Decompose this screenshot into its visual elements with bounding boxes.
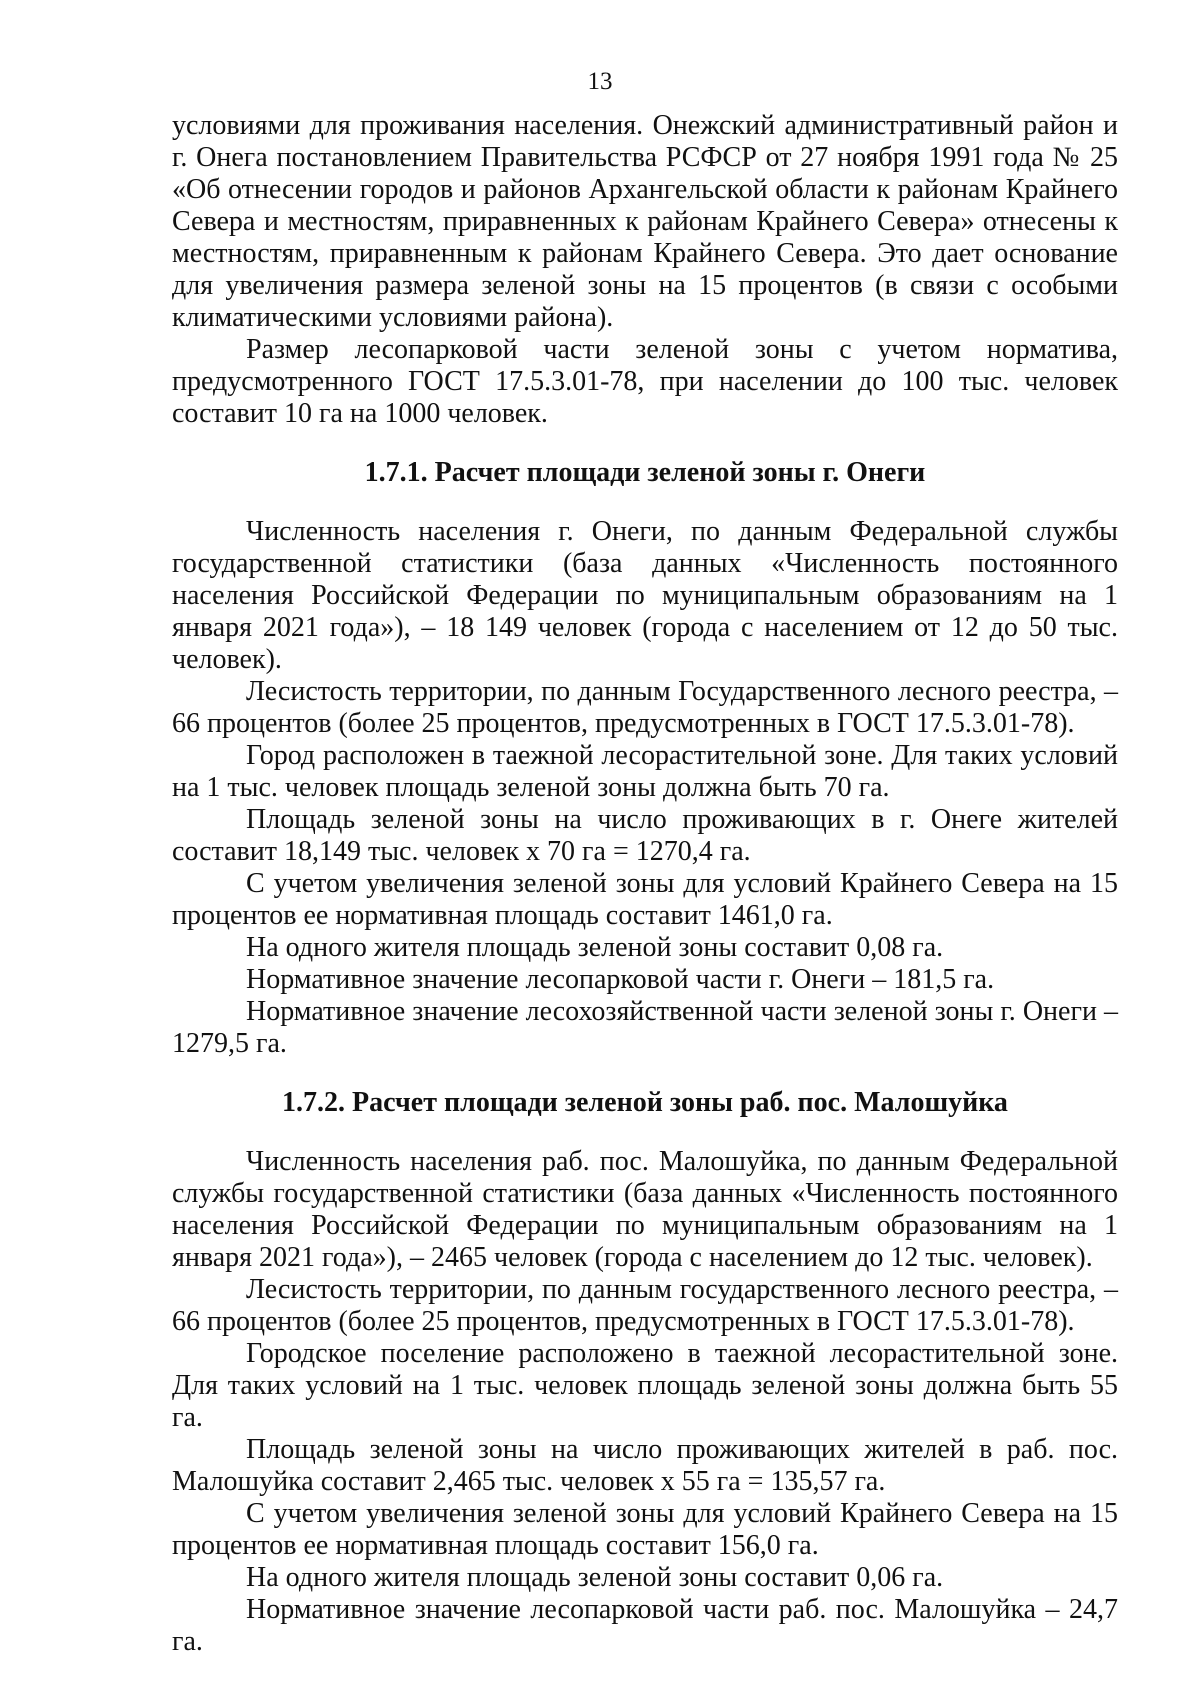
- page-number: 13: [587, 68, 613, 95]
- section-1-paragraph: Город расположен в таежной лесорастительной зоне. Для таких условий на 1 тыс. человек площадь зеленой зоны должна быть 70 га.: [172, 740, 1118, 803]
- document-body: [172, 110, 1118, 1658]
- section-2-paragraph: Лесистость территории, по данным государственного лесного реестра, – 66 процентов (более 25 процентов, предусмотренных в ГОСТ 17.5.3.01-78).: [172, 1274, 1118, 1337]
- section-1-paragraph: Лесистость территории, по данным Государственного лесного реестра, – 66 процентов (более 25 процентов, предусмотренных в ГОСТ 17.5.3.01-78).: [172, 676, 1118, 739]
- section-2-paragraph: Нормативное значение лесопарковой части раб. пос. Малошуйка – 24,7 га.: [172, 1594, 1118, 1657]
- section-2-paragraph: Городское поселение расположено в таежной лесорастительной зоне. Для таких условий на 1 тыс. человек площадь зеленой зоны должна быть 55 га.: [172, 1338, 1118, 1433]
- section-1-paragraph: На одного жителя площадь зеленой зоны составит 0,08 га.: [246, 932, 944, 963]
- section-2-paragraph: Площадь зеленой зоны на число проживающих жителей в раб. пос. Малошуйка составит 2,465 тыс. человек х 55 га = 135,57 га.: [172, 1434, 1118, 1497]
- section-1-paragraph: Нормативное значение лесопарковой части г. Онеги – 181,5 га.: [246, 964, 995, 995]
- section-heading-onega: 1.7.1. Расчет площади зеленой зоны г. Онеги: [364, 457, 926, 488]
- section-2-paragraph: Численность населения раб. пос. Малошуйка, по данным Федеральной службы государственной статистики (база данных «Численность постоянного населения Российской Федерации по муниципальным образованиям на 1 января 2021 года»), – 2465 человек (города с населением до 12 тыс. человек).: [172, 1146, 1118, 1273]
- section-1-paragraph: С учетом увеличения зеленой зоны для условий Крайнего Севера на 15 процентов ее нормативная площадь составит 1461,0 га.: [172, 868, 1118, 931]
- section-1-paragraph: Численность населения г. Онеги, по данным Федеральной службы государственной статистики (база данных «Численность постоянного населения Российской Федерации по муниципальным образованиям на 1 января 2021 года»), – 18 149 человек (города с населением от 12 до 50 тыс. человек).: [172, 516, 1118, 675]
- section-1-paragraph: Площадь зеленой зоны на число проживающих в г. Онеге жителей составит 18,149 тыс. человек х 70 га = 1270,4 га.: [172, 804, 1118, 867]
- intro-paragraph: Размер лесопарковой части зеленой зоны с учетом норматива, предусмотренного ГОСТ 17.5.3.01-78, при населении до 100 тыс. человек составит 10 га на 1000 человек.: [172, 334, 1118, 429]
- section-2-paragraph: На одного жителя площадь зеленой зоны составит 0,06 га.: [246, 1562, 944, 1593]
- section-2-paragraph: С учетом увеличения зеленой зоны для условий Крайнего Севера на 15 процентов ее нормативная площадь составит 156,0 га.: [172, 1498, 1118, 1561]
- section-1-paragraph: Нормативное значение лесохозяйственной части зеленой зоны г. Онеги – 1279,5 га.: [172, 996, 1118, 1059]
- intro-paragraph: условиями для проживания населения. Онежский административный район и г. Онега постановлением Правительства РСФСР от 27 ноября 1991 года № 25 «Об отнесении городов и районов Архангельской области к районам Крайнего Севера и местностям, приравненных к районам Крайнего Севера» отнесены к местностям, приравненным к районам Крайнего Севера. Это дает основание для увеличения размера зеленой зоны на 15 процентов (в связи с особыми климатическими условиями района).: [172, 110, 1118, 333]
- section-heading-maloshuyka: 1.7.2. Расчет площади зеленой зоны раб. пос. Малошуйка: [282, 1087, 1008, 1118]
